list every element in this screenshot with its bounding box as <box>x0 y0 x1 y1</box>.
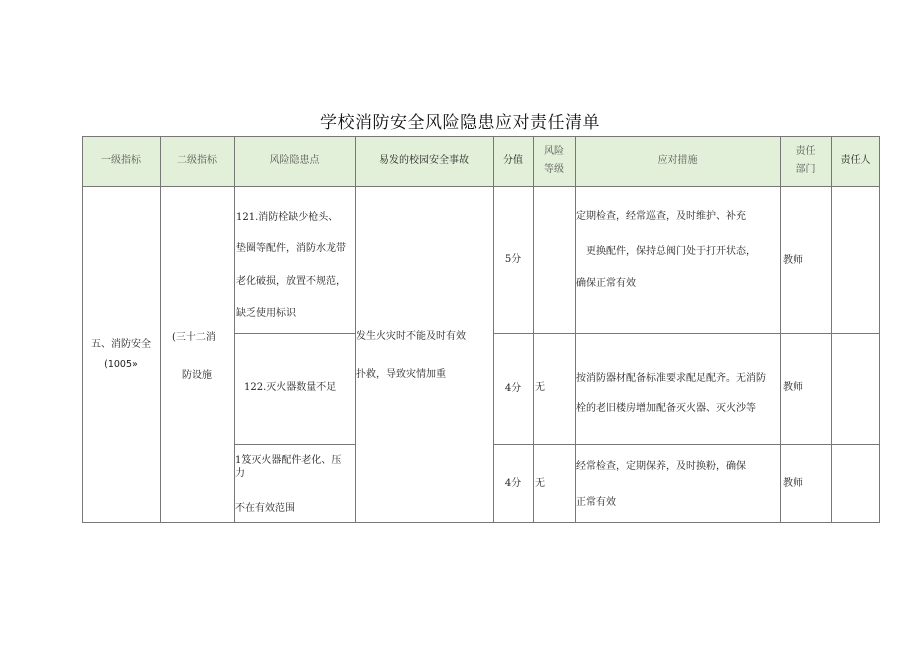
header-level2 <box>160 136 234 186</box>
measures-1-line3: 确保正常有效 <box>576 278 636 289</box>
row-divider-1 <box>234 333 355 334</box>
dept-cell-2 <box>780 333 831 444</box>
measures-3-line2: 正常有效 <box>576 497 616 508</box>
risk-point-2-line1: 122.灭火器数量不足 <box>244 382 337 393</box>
risk-level-cell-1 <box>533 186 575 333</box>
measures-cell-3 <box>575 444 780 523</box>
score-cell-1 <box>493 186 533 333</box>
page-title: 学校消防安全风险隐患应对责任清单 <box>320 113 600 133</box>
col-divider-7 <box>780 136 781 523</box>
risk-point-cell-2 <box>234 333 355 444</box>
header-level1 <box>82 136 160 186</box>
level1-line1: 五、消防安全 <box>91 338 151 350</box>
risk-point-cell-3 <box>234 444 355 523</box>
risk-point-1-line1: 121.消防栓缺少枪头、 <box>236 212 339 223</box>
header-accident-label: 易发的校园安全事故 <box>379 155 469 166</box>
person-cell-3 <box>831 444 880 523</box>
header-dept-line1: 责任 <box>795 146 816 157</box>
score-3: 4分 <box>504 477 522 489</box>
header-measures <box>575 136 780 186</box>
header-person <box>831 136 880 186</box>
measures-2-line1: 按消防器材配备标准要求配足配齐。无消防 <box>576 373 766 384</box>
header-risk-level-line2: 等级 <box>544 164 564 175</box>
measures-1-line1: 定期检查，经常巡查，及时维护、补充 <box>576 211 746 222</box>
risk-point-3-line2: 力 <box>235 468 245 479</box>
measures-2-line2: 栓的老旧楼房增加配备灭火器、灭火沙等 <box>576 403 756 414</box>
accident-line1: 发生火灾时不能及时有效 <box>356 331 466 342</box>
header-score-label: 分值 <box>503 155 523 166</box>
person-cell-2 <box>831 333 880 444</box>
measures-1-line2: 更换配件，保持总阀门处于打开状态， <box>586 246 756 257</box>
score-cell-3 <box>493 444 533 523</box>
header-accident <box>355 136 493 186</box>
header-risk-level <box>533 136 575 186</box>
header-level2-label: 二级指标 <box>177 155 217 166</box>
header-person-label: 责任人 <box>840 155 871 166</box>
risk-level-cell-2 <box>533 333 575 444</box>
risk-point-3-line3: 不在有效范围 <box>235 503 295 514</box>
dept-cell-1 <box>780 186 831 333</box>
col-divider-6 <box>575 136 576 523</box>
level2-line2: 防设施 <box>182 370 212 381</box>
risk-level-2: 无 <box>535 382 545 393</box>
header-measures-label: 应对措施 <box>657 155 698 166</box>
measures-3-line1: 经常检查，定期保养，及时换粉，确保 <box>576 461 746 472</box>
col-divider-1 <box>160 136 161 523</box>
col-divider-5 <box>533 136 534 523</box>
header-divider <box>82 186 880 187</box>
risk-level-cell-3 <box>533 444 575 523</box>
col-divider-3 <box>355 136 356 523</box>
measures-cell-2 <box>575 333 780 444</box>
risk-point-1-line4: 缺乏使用标识 <box>236 308 296 319</box>
risk-point-1-line2: 垫圈等配件，消防水龙带 <box>236 243 346 254</box>
header-level1-label: 一级指标 <box>101 155 141 166</box>
level1-line2: (1005» <box>104 358 138 370</box>
accident-cell <box>355 186 493 523</box>
level2-line1: (三十二消 <box>172 332 216 343</box>
row-divider-2 <box>234 444 355 445</box>
score-cell-2 <box>493 333 533 444</box>
header-risk-level-line1: 风险 <box>544 146 564 157</box>
dept-cell-3 <box>780 444 831 523</box>
col-divider-4 <box>493 136 494 523</box>
score-1: 5分 <box>504 253 522 265</box>
dept-2: 教师 <box>783 382 803 393</box>
level1-cell <box>82 186 160 523</box>
header-dept-line2: 部门 <box>795 164 816 175</box>
risk-level-3: 无 <box>535 478 545 489</box>
risk-point-cell-1 <box>234 186 355 333</box>
row-divider-2b <box>493 444 880 445</box>
dept-3: 教师 <box>783 478 803 489</box>
header-risk-point-label: 风险隐患点 <box>269 155 320 166</box>
person-cell-1 <box>831 186 880 333</box>
row-divider-1b <box>493 333 880 334</box>
score-2: 4分 <box>504 382 522 394</box>
accident-line2: 扑救，导致灾情加重 <box>356 369 446 380</box>
risk-point-1-line3: 老化破损，放置不规范， <box>236 276 346 287</box>
header-score <box>493 136 533 186</box>
header-dept <box>780 136 831 186</box>
header-risk-point <box>234 136 355 186</box>
dept-1: 教师 <box>783 255 803 266</box>
col-divider-8 <box>831 136 832 523</box>
responsibility-table <box>82 136 880 523</box>
level2-cell <box>160 186 234 523</box>
risk-point-3-line1: 1笈灭火器配件老化、压 <box>235 455 342 466</box>
col-divider-2 <box>234 136 235 523</box>
measures-cell-1 <box>575 186 780 333</box>
